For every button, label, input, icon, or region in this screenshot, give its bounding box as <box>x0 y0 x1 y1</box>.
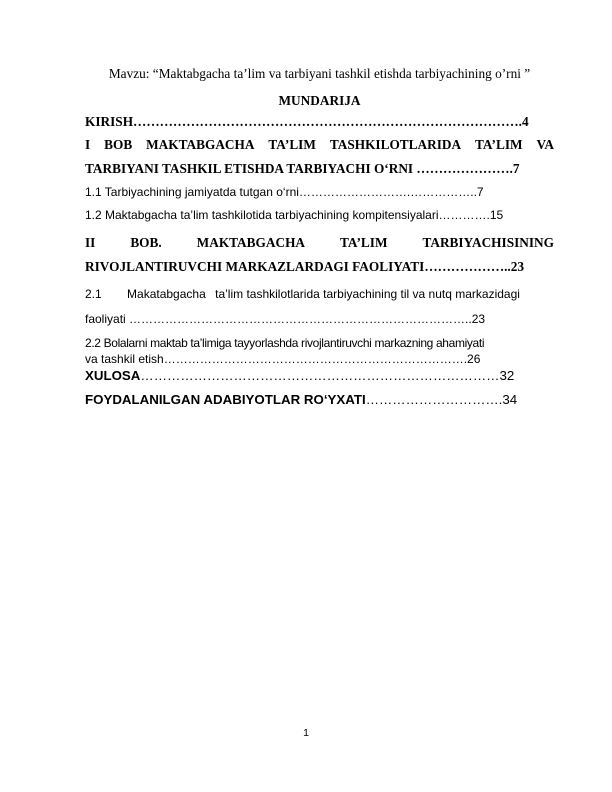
word: TASHKILOTLARIDA <box>329 137 462 152</box>
word: Makatabgacha <box>127 287 206 301</box>
word: II <box>85 235 96 250</box>
toc-entry-1-1: 1.1 Tarbiyachining jamiyatda tutgan o‘rni……………………….……………..7 <box>85 185 484 199</box>
word: MAKTABGACHA <box>146 137 255 152</box>
word: BOB. <box>130 235 162 250</box>
section-number: 2.1 <box>85 287 102 301</box>
word: MAKTABGACHA <box>196 235 306 250</box>
word: ta’lim tashkilotlarida tarbiyachining til va nutq markazidagi <box>215 287 520 301</box>
toc-entry-chapter2-line1 <box>85 235 554 251</box>
toc-entry-2-2-line1: 2.2 Bolalarni maktab ta’limiga tayyorlashda rivojlantiruvchi markazning ahamiyati <box>85 336 485 350</box>
references-dots: ………………………….34 <box>365 392 518 407</box>
toc-entry-chapter1-line1 <box>85 137 554 153</box>
word: VA <box>536 137 554 152</box>
toc-entry-1-2: 1.2 Maktabgacha ta’lim tashkilotida tarbiyachining kompitensiyalari………….15 <box>85 208 504 222</box>
topic-line: Mavzu: “Maktabgacha ta’lim va tarbiyani tashkil etishda tarbiyachining o’rni ” <box>108 66 531 81</box>
toc-entry-xulosa <box>85 368 554 384</box>
toc-entry-kirish: KIRISH…………………………………………………………………………….4 <box>85 114 529 129</box>
toc-entry-2-1-line1 <box>85 286 554 302</box>
toc-entry-2-1-line2: faoliyati …………………………………………………………………………..23 <box>85 312 486 326</box>
word: BOB <box>104 137 133 152</box>
word: I <box>85 137 91 152</box>
toc-entry-chapter2-line2: RIVOJLANTIRUVCHI MARKAZLARDAGI FAOLIYATI………………..23 <box>85 259 525 274</box>
word: TA’LIM <box>268 137 316 152</box>
toc-entry-chapter1-line2: TARBIYANI TASHKIL ETISHDA TARBIYACHI O‘RNI ………………….7 <box>85 161 520 176</box>
page-number: 1 <box>303 727 309 739</box>
xulosa-dots: ………………………………………………………………………32 <box>140 368 515 383</box>
word: TA’LIM <box>339 235 388 250</box>
toc-heading: MUNDARIJA <box>278 93 361 108</box>
toc-entry-2-2-line2: va tashkil etish………………………………………………………………….26 <box>85 352 481 366</box>
xulosa-label: XULOSA <box>85 368 141 383</box>
word: TA’LIM <box>475 137 523 152</box>
word: TARBIYACHISINING <box>422 235 554 250</box>
toc-entry-references <box>85 392 554 408</box>
references-label: FOYDALANILGAN ADABIYOTLAR RO‘YXATI <box>85 392 366 407</box>
